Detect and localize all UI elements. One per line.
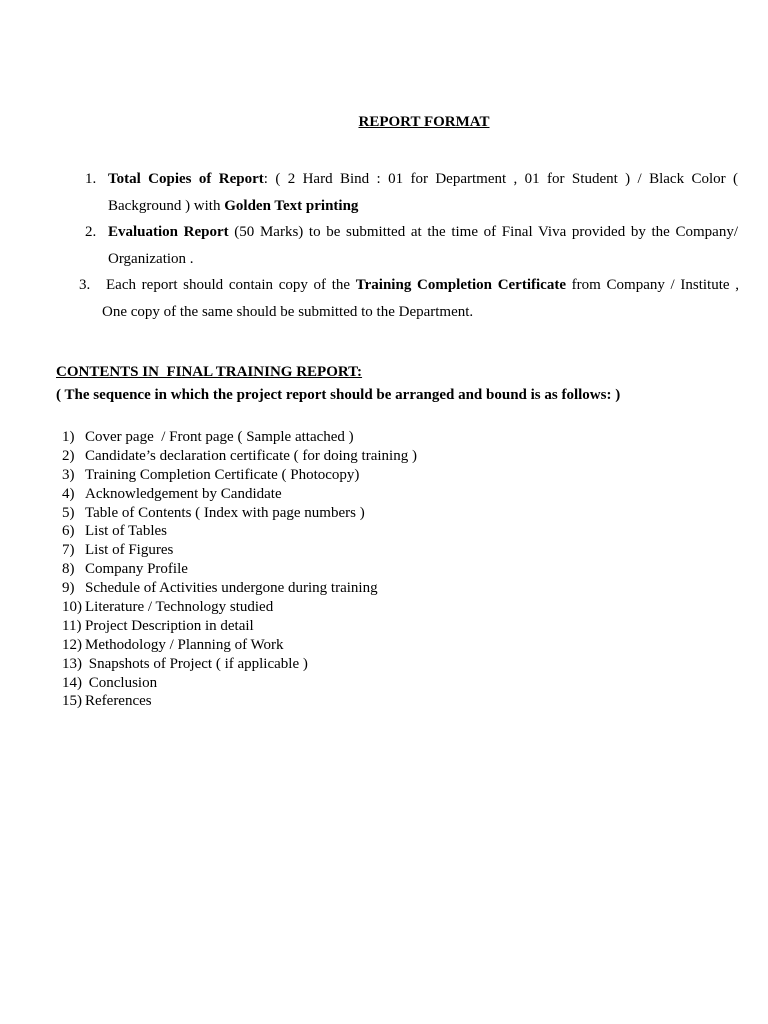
contents-heading: CONTENTS IN FINAL TRAINING REPORT: — [56, 364, 363, 380]
item-number: 2. — [85, 224, 97, 240]
list-item-number: 4) — [62, 485, 75, 502]
list-item-text: Snapshots of Project ( if applicable ) — [85, 655, 308, 672]
item-bold-label: Evaluation Report — [108, 224, 229, 240]
list-item — [62, 504, 417, 523]
list-item-text: Methodology / Planning of Work — [85, 636, 284, 653]
item-text: (50 Marks) to be submitted at the time of Final Viva provided by the Company/ Organization . — [108, 224, 738, 267]
list-item-text: Conclusion — [85, 674, 158, 691]
item-number: 1. — [85, 171, 97, 187]
item-bold-end: Golden Text printing — [224, 197, 359, 214]
list-item — [62, 692, 417, 711]
page-title: REPORT FORMAT — [358, 114, 490, 130]
list-item-text: List of Figures — [85, 542, 174, 559]
list-item-text: Schedule of Activities undergone during training — [85, 580, 378, 597]
list-item-number: 9) — [62, 580, 75, 597]
list-item-number: 7) — [62, 542, 75, 559]
list-item-text: Acknowledgement by Candidate — [85, 485, 282, 502]
list-item-number: 11) — [62, 617, 82, 634]
item-text: : ( 2 Hard Bind : 01 for Department , 01 for Student ) / Black Color ( Background ) with — [108, 171, 739, 214]
list-item-text: Company Profile — [85, 561, 188, 578]
item-number: 3. — [79, 277, 91, 293]
list-item-text: Cover page / Front page ( Sample attached ) — [85, 429, 354, 445]
list-item-number: 6) — [62, 523, 75, 540]
list-item — [62, 447, 417, 466]
list-item — [62, 541, 417, 560]
list-item — [62, 617, 417, 636]
list-item — [62, 522, 417, 541]
contents-subheading: ( The sequence in which the project report should be arranged and bound is as follows: ) — [56, 387, 621, 403]
list-item-number: 8) — [62, 561, 75, 578]
item-text-before: Each report should contain copy of the — [106, 277, 356, 293]
list-item — [62, 674, 417, 693]
list-item-number: 1) — [62, 429, 75, 445]
list-item-number: 12) — [62, 636, 82, 653]
list-item — [62, 598, 417, 617]
list-item — [62, 428, 417, 447]
item-body — [102, 272, 739, 325]
format-item-total-copies — [0, 166, 768, 219]
item-text-after: from Company / Institute , One copy of the same should be submitted to the Department. — [102, 277, 739, 320]
report-format-list — [0, 166, 768, 325]
item-body — [108, 219, 738, 272]
list-item-number: 5) — [62, 504, 75, 521]
format-item-certificate — [0, 272, 768, 325]
list-item-text: List of Tables — [85, 523, 167, 540]
list-item — [62, 560, 417, 579]
list-item — [62, 655, 417, 674]
format-item-evaluation-report — [0, 219, 768, 272]
list-item-number: 3) — [62, 466, 75, 483]
item-body — [108, 166, 738, 219]
list-item-text: Training Completion Certificate ( Photocopy) — [85, 466, 360, 483]
list-item-text: Literature / Technology studied — [85, 599, 274, 616]
list-item-number: 15) — [62, 693, 82, 710]
list-item-number: 2) — [62, 447, 75, 464]
list-item — [62, 466, 417, 485]
list-item-number: 14) — [62, 674, 82, 691]
list-item-number: 13) — [62, 655, 82, 672]
list-item-text: Candidate’s declaration certificate ( for doing training ) — [85, 447, 417, 464]
list-item-text: References — [85, 693, 152, 710]
item-bold-mid: Training Completion Certificate — [355, 277, 566, 293]
contents-list — [62, 428, 417, 711]
list-item — [62, 636, 417, 655]
list-item — [62, 579, 417, 598]
list-item-text: Project Description in detail — [85, 617, 254, 634]
list-item — [62, 485, 417, 504]
list-item-number: 10) — [62, 599, 82, 616]
item-bold-label: Total Copies of Report — [108, 171, 264, 187]
list-item-text: Table of Contents ( Index with page numbers ) — [85, 504, 365, 521]
